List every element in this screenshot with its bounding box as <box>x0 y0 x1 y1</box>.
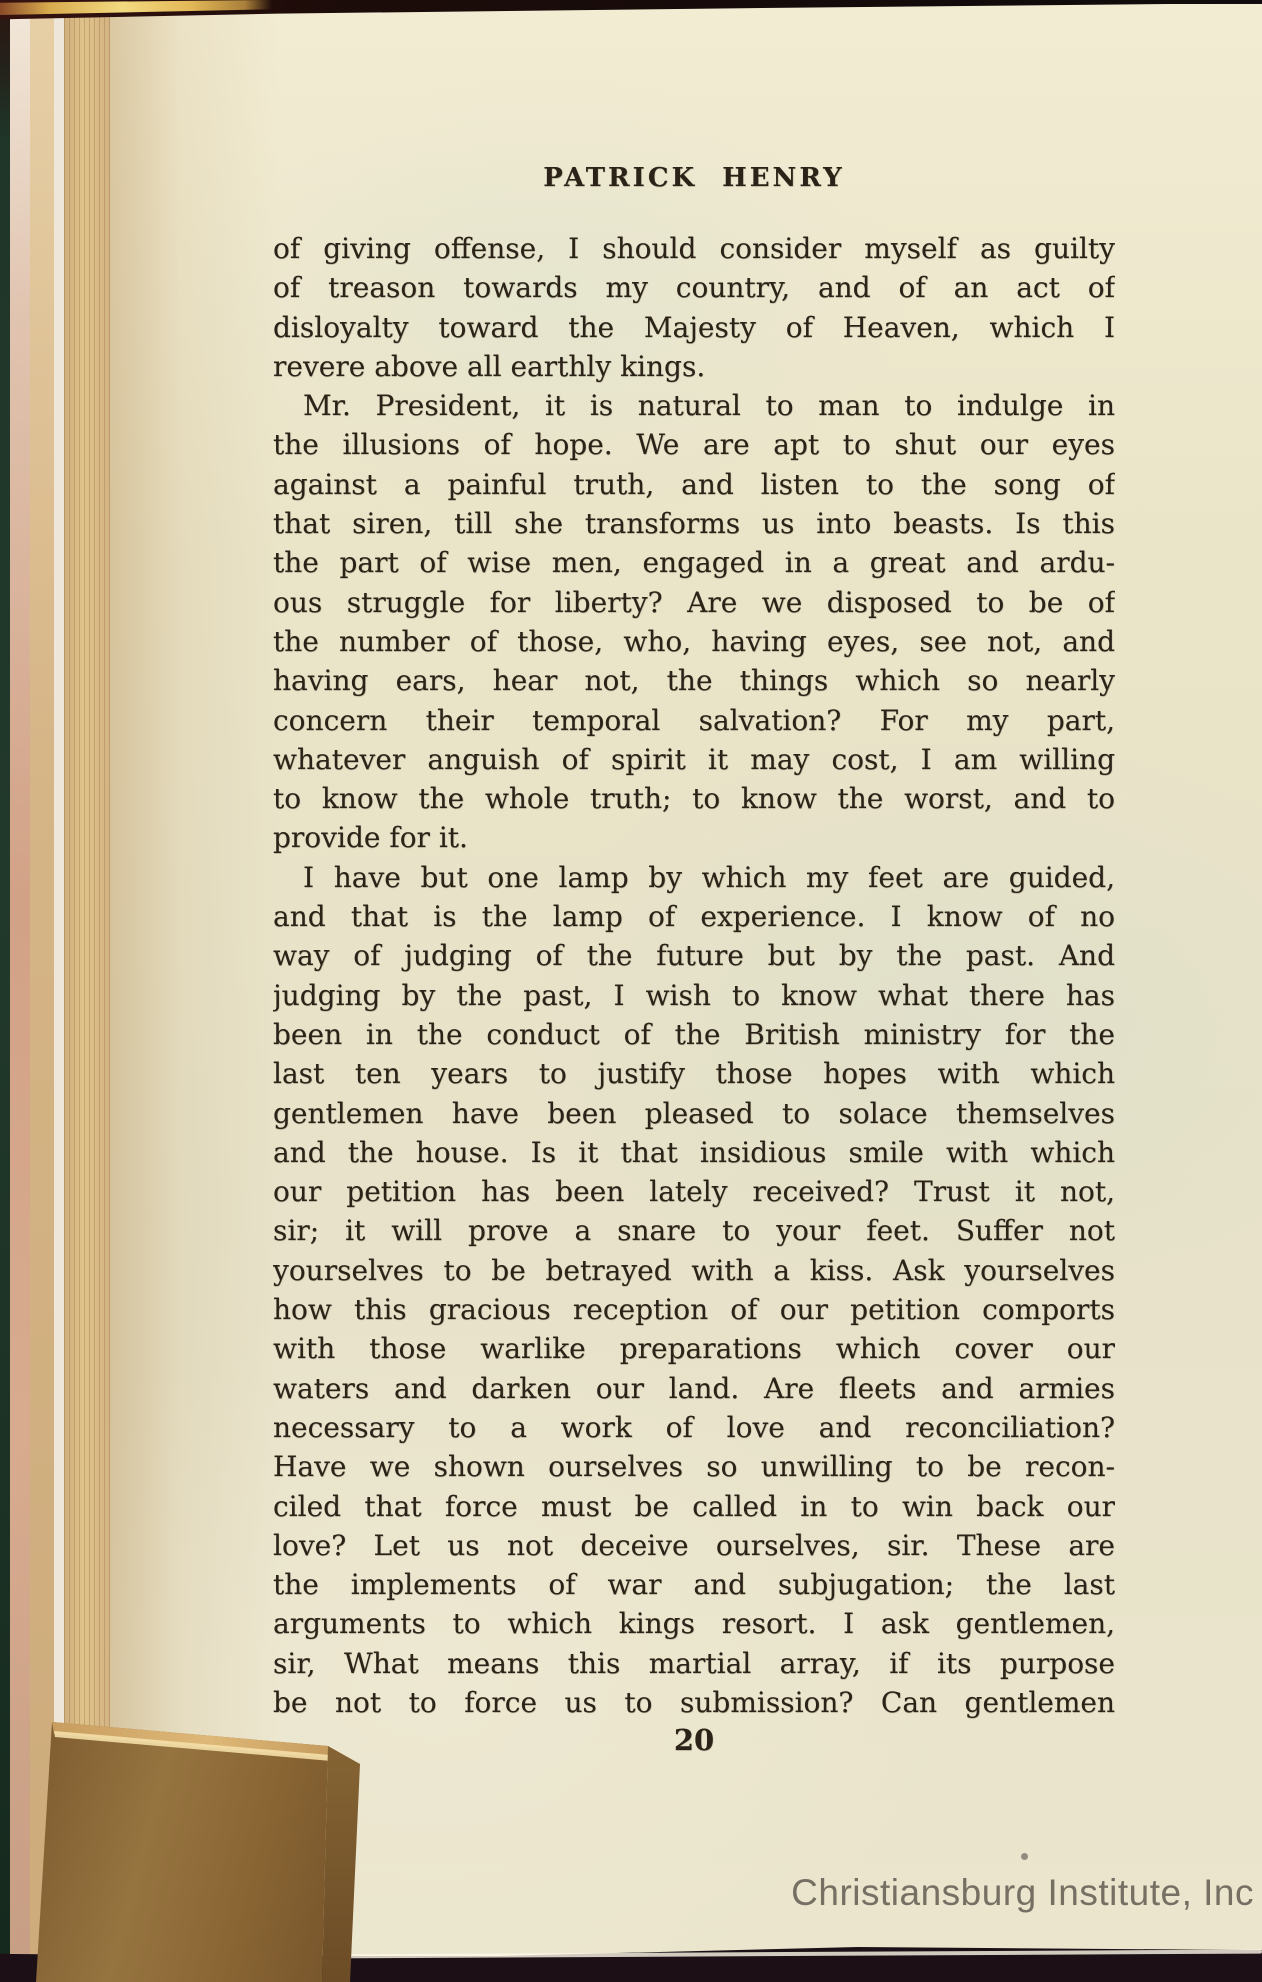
text-line: the part of wise men, engaged in a great and ardu- <box>273 546 1115 580</box>
text-line: having ears, hear not, the things which so nearly <box>273 664 1115 698</box>
text-line: to know the whole truth; to know the worst, and to <box>273 782 1115 816</box>
text-line: our petition has been lately received? Trust it not, <box>273 1175 1115 1209</box>
text-line: of treason towards my country, and of an act of <box>273 271 1115 305</box>
text-line: arguments to which kings resort. I ask gentlemen, <box>273 1607 1115 1641</box>
text-line: last ten years to justify those hopes with which <box>273 1057 1115 1091</box>
text-line: that siren, till she transforms us into beasts. Is this <box>273 507 1115 541</box>
text-line: be not to force us to submission? Can gentlemen <box>273 1685 1115 1719</box>
text-line: Have we shown ourselves so unwilling to be recon- <box>273 1450 1115 1484</box>
text-line: with those warlike preparations which cover our <box>273 1332 1115 1366</box>
text-line: the implements of war and subjugation; the last <box>273 1568 1115 1602</box>
endpaper-edge <box>10 6 32 1982</box>
text-line: way of judging of the future but by the past. And <box>273 939 1115 973</box>
text-line: of giving offense, I should consider myself as guilty <box>273 232 1115 265</box>
body-text <box>273 229 1115 1722</box>
text-line: sir, What means this martial array, if its purpose <box>273 1646 1115 1680</box>
text-line: I have but one lamp by which my feet are guided, <box>303 860 1115 894</box>
text-line: love? Let us not deceive ourselves, sir. These are <box>273 1528 1115 1562</box>
text-line: disloyalty toward the Majesty of Heaven, which I <box>273 310 1115 344</box>
text-line: the number of those, who, having eyes, see not, and <box>273 624 1115 658</box>
page-fore-edges <box>30 4 56 1982</box>
text-line: gentlemen have been pleased to solace themselves <box>273 1096 1115 1130</box>
text-line: waters and darken our land. Are fleets and armies <box>273 1371 1115 1405</box>
text-line: the illusions of hope. We are apt to shut our eyes <box>273 428 1115 462</box>
page-fore-edges-streaked <box>64 0 112 1982</box>
text-line: and that is the lamp of experience. I know of no <box>273 900 1115 934</box>
text-line: ous struggle for liberty? Are we disposed to be of <box>273 585 1115 619</box>
text-line: how this gracious reception of our petition comports <box>273 1293 1115 1327</box>
text-line: provide for it. <box>273 821 468 855</box>
text-line: whatever anguish of spirit it may cost, I am willing <box>273 742 1115 776</box>
wood-block <box>30 1700 390 1982</box>
text-line: and the house. Is it that insidious smile with which <box>273 1135 1115 1169</box>
text-line: ciled that force must be called in to win back our <box>273 1489 1115 1523</box>
text-line: revere above all earthly kings. <box>273 349 706 383</box>
text-line: concern their temporal salvation? For my part, <box>273 703 1115 737</box>
page-number: 20 <box>673 1723 715 1757</box>
text-line: sir; it will prove a snare to your feet. Suffer not <box>273 1214 1115 1248</box>
text-line: judging by the past, I wish to know what there has <box>273 978 1115 1012</box>
dust-speck <box>1021 1853 1028 1860</box>
text-line: necessary to a work of love and reconciliation? <box>273 1410 1115 1444</box>
text-line: Mr. President, it is natural to man to indulge in <box>303 389 1115 423</box>
text-line: been in the conduct of the British ministry for the <box>273 1017 1115 1051</box>
page-header: PATRICK HENRY <box>543 163 845 193</box>
watermark: Christiansburg Institute, Inc <box>791 1872 1254 1913</box>
text-line: against a painful truth, and listen to the song of <box>273 467 1115 501</box>
text-line: yourselves to be betrayed with a kiss. Ask yourselves <box>273 1253 1115 1287</box>
